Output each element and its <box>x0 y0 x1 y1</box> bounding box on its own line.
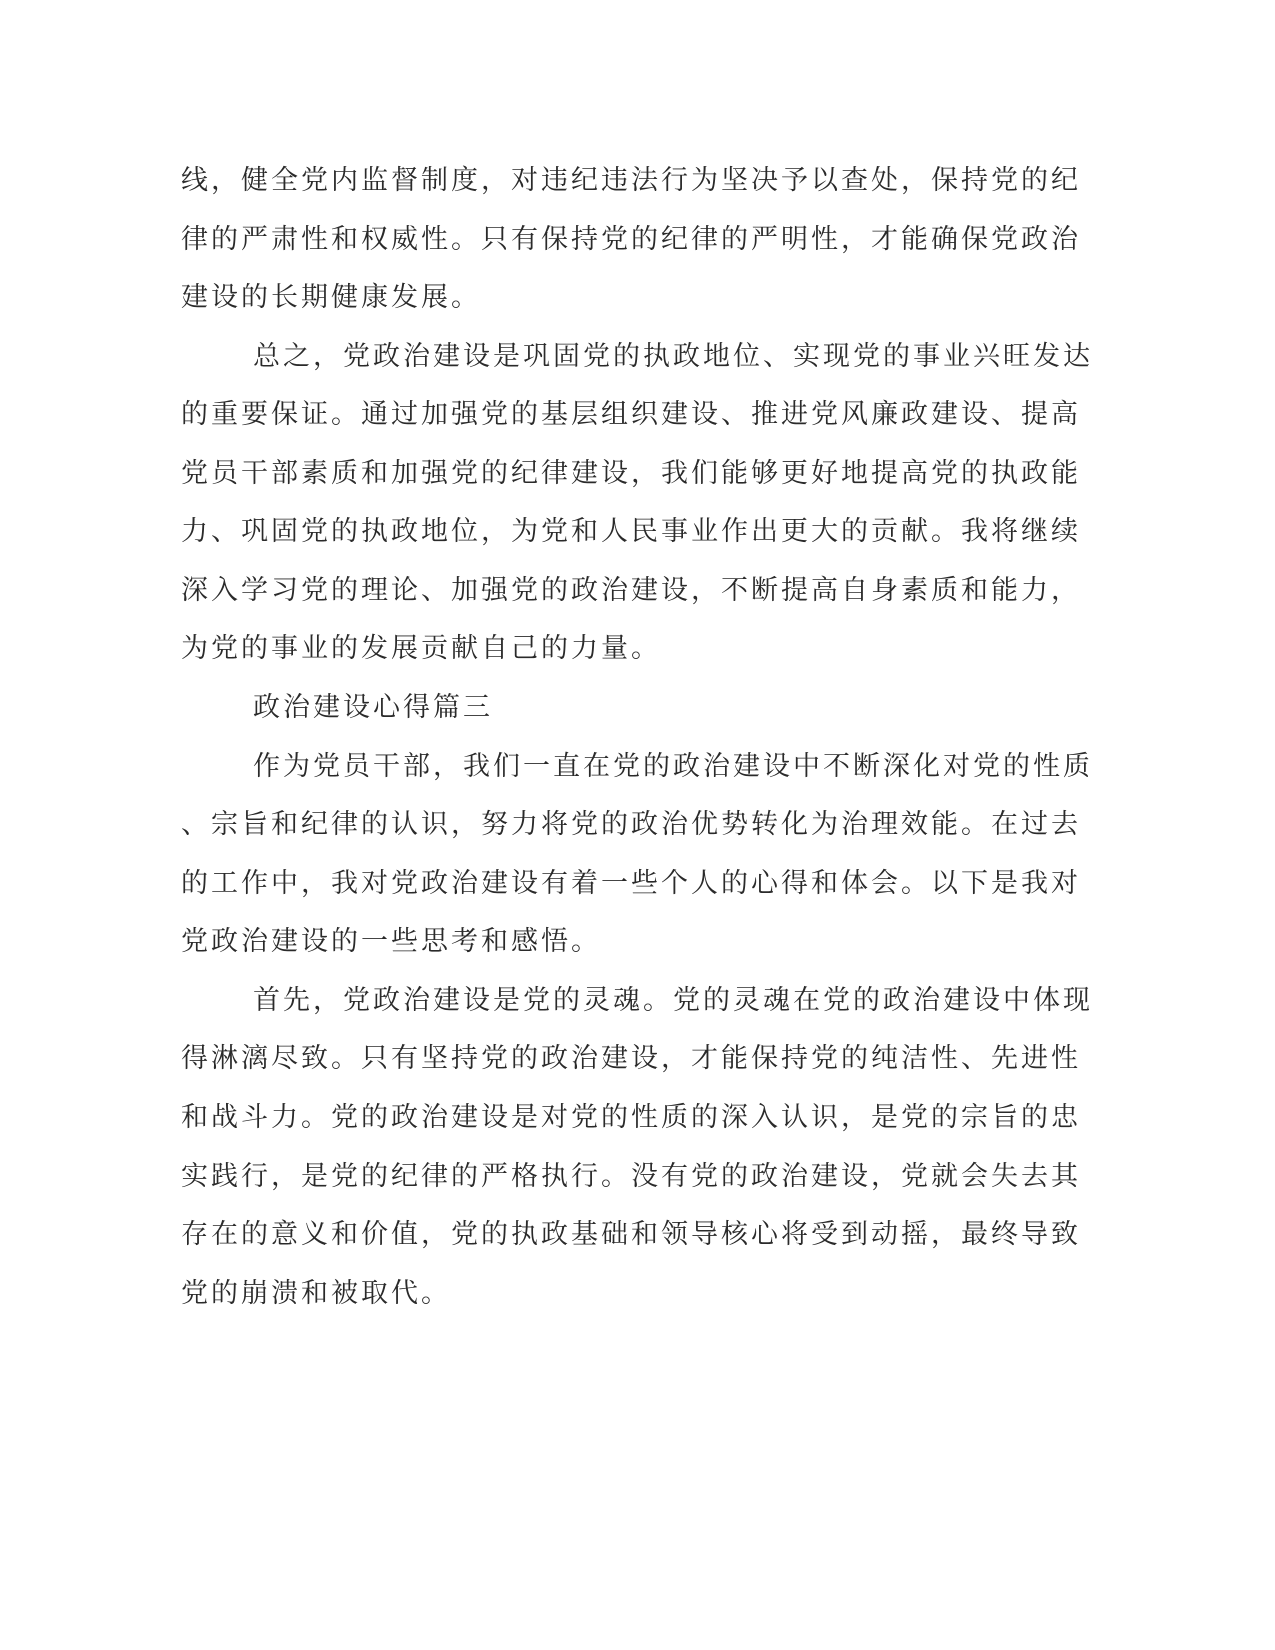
body-text-line: 存在的意义和价值，党的执政基础和领导核心将受到动摇，最终导致 <box>181 1219 1081 1250</box>
body-text-line: 力、巩固党的执政地位，为党和人民事业作出更大的贡献。我将继续 <box>181 516 1081 547</box>
body-text-line: 党的崩溃和被取代。 <box>181 1278 451 1309</box>
paragraph-first-line: 作为党员干部，我们一直在党的政治建设中不断深化对党的性质 <box>253 751 1093 782</box>
body-text-line: 和战斗力。党的政治建设是对党的性质的深入认识，是党的宗旨的忠 <box>181 1102 1081 1133</box>
paragraph-first-line: 总之，党政治建设是巩固党的执政地位、实现党的事业兴旺发达 <box>253 341 1093 372</box>
body-text-line: 、宗旨和纪律的认识，努力将党的政治优势转化为治理效能。在过去 <box>181 809 1081 840</box>
body-text-line: 建设的长期健康发展。 <box>181 282 481 313</box>
body-text-line: 党政治建设的一些思考和感悟。 <box>181 926 601 957</box>
section-heading: 政治建设心得篇三 <box>253 692 493 723</box>
paragraph-first-line: 首先，党政治建设是党的灵魂。党的灵魂在党的政治建设中体现 <box>253 985 1093 1016</box>
body-text-line: 律的严肃性和权威性。只有保持党的纪律的严明性，才能确保党政治 <box>181 224 1081 255</box>
body-text-line: 深入学习党的理论、加强党的政治建设，不断提高自身素质和能力， <box>181 575 1081 606</box>
body-text-line: 得淋漓尽致。只有坚持党的政治建设，才能保持党的纯洁性、先进性 <box>181 1043 1081 1074</box>
body-text-line: 线，健全党内监督制度，对违纪违法行为坚决予以查处，保持党的纪 <box>181 165 1081 196</box>
body-text-line: 的工作中，我对党政治建设有着一些个人的心得和体会。以下是我对 <box>181 868 1081 899</box>
body-text-line: 党员干部素质和加强党的纪律建设，我们能够更好地提高党的执政能 <box>181 458 1081 489</box>
body-text-line: 为党的事业的发展贡献自己的力量。 <box>181 633 661 664</box>
body-text-line: 的重要保证。通过加强党的基层组织建设、推进党风廉政建设、提高 <box>181 399 1081 430</box>
body-text-line: 实践行，是党的纪律的严格执行。没有党的政治建设，党就会失去其 <box>181 1161 1081 1192</box>
